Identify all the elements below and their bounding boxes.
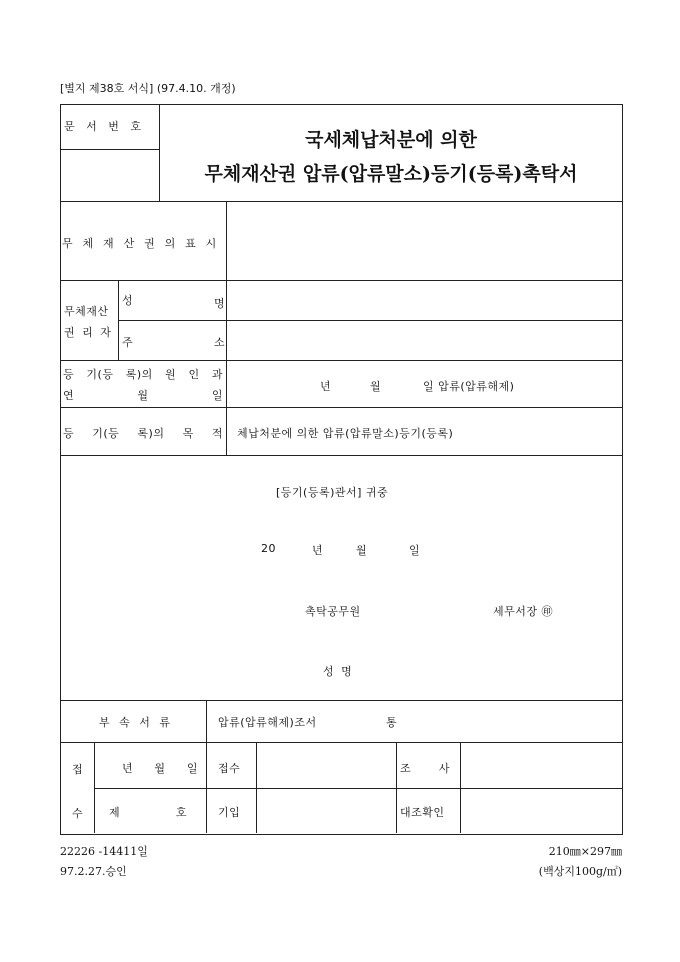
name-label-a: 성	[122, 294, 134, 307]
receipt-number-label: 제 호	[109, 806, 187, 819]
footer-approval: 97.2.27.승인	[60, 865, 127, 878]
footer-code: 22226 -14411일	[60, 845, 148, 858]
name-label-b: 명	[214, 297, 226, 310]
doc-number-label: 문 서 번 호	[64, 120, 145, 133]
address-label-a: 주	[122, 336, 134, 349]
receipt-date-label: 년 월 일	[122, 762, 198, 775]
addressee: [등기(등록)관서] 귀중	[276, 486, 389, 499]
receipt-verify: 대조확인	[400, 806, 445, 819]
receipt-inspection: 조 사	[400, 762, 450, 775]
name-signature: 성 명	[323, 665, 354, 678]
receipt-entry: 기입	[218, 806, 241, 819]
display-label: 무 체 재 산 권 의 표 시	[62, 237, 220, 250]
cause-label-line-1: 등 기(등 록)의 원 인 과	[63, 368, 223, 381]
receipt-side-2: 수	[72, 807, 84, 820]
footer-size: 210㎜×297㎜	[548, 845, 622, 858]
title-line-1: 국세체납처분에 의한	[305, 129, 477, 151]
receipt-side-1: 접	[72, 763, 84, 776]
date-year-prefix: 20	[261, 542, 276, 555]
address-label-b: 소	[214, 336, 226, 349]
attach-unit: 통	[386, 716, 398, 729]
official-label: 촉탁공무원	[305, 605, 361, 618]
date-month: 월	[356, 544, 368, 557]
tax-office-label: 세무서장 ㊞	[493, 605, 554, 618]
cause-value-month: 월	[370, 380, 382, 393]
date-year: 년	[312, 544, 324, 557]
cause-value-year: 년	[320, 380, 332, 393]
purpose-label: 등 기(등 록)의 목 적	[63, 427, 223, 440]
title-line-2: 무체재산권 압류(압류말소)등기(등록)촉탁서	[204, 163, 578, 185]
purpose-value: 체납처분에 의한 압류(압류말소)등기(등록)	[237, 427, 454, 440]
form-code: [별지 제38호 서식] (97.4.10. 개정)	[60, 82, 236, 95]
receipt-receipt: 접수	[218, 762, 241, 775]
cause-label-line-2: 연 월 일	[63, 389, 223, 402]
attach-label: 부 속 서 류	[99, 716, 173, 729]
holder-label-2: 권 리 자	[64, 326, 113, 339]
date-day: 일	[409, 544, 421, 557]
footer-paper: (백상지100g/㎡)	[538, 865, 622, 878]
attach-value: 압류(압류해제)조서	[218, 716, 317, 729]
holder-label-1: 무체재산	[64, 305, 109, 318]
cause-value-day: 일 압류(압류해제)	[423, 380, 515, 393]
